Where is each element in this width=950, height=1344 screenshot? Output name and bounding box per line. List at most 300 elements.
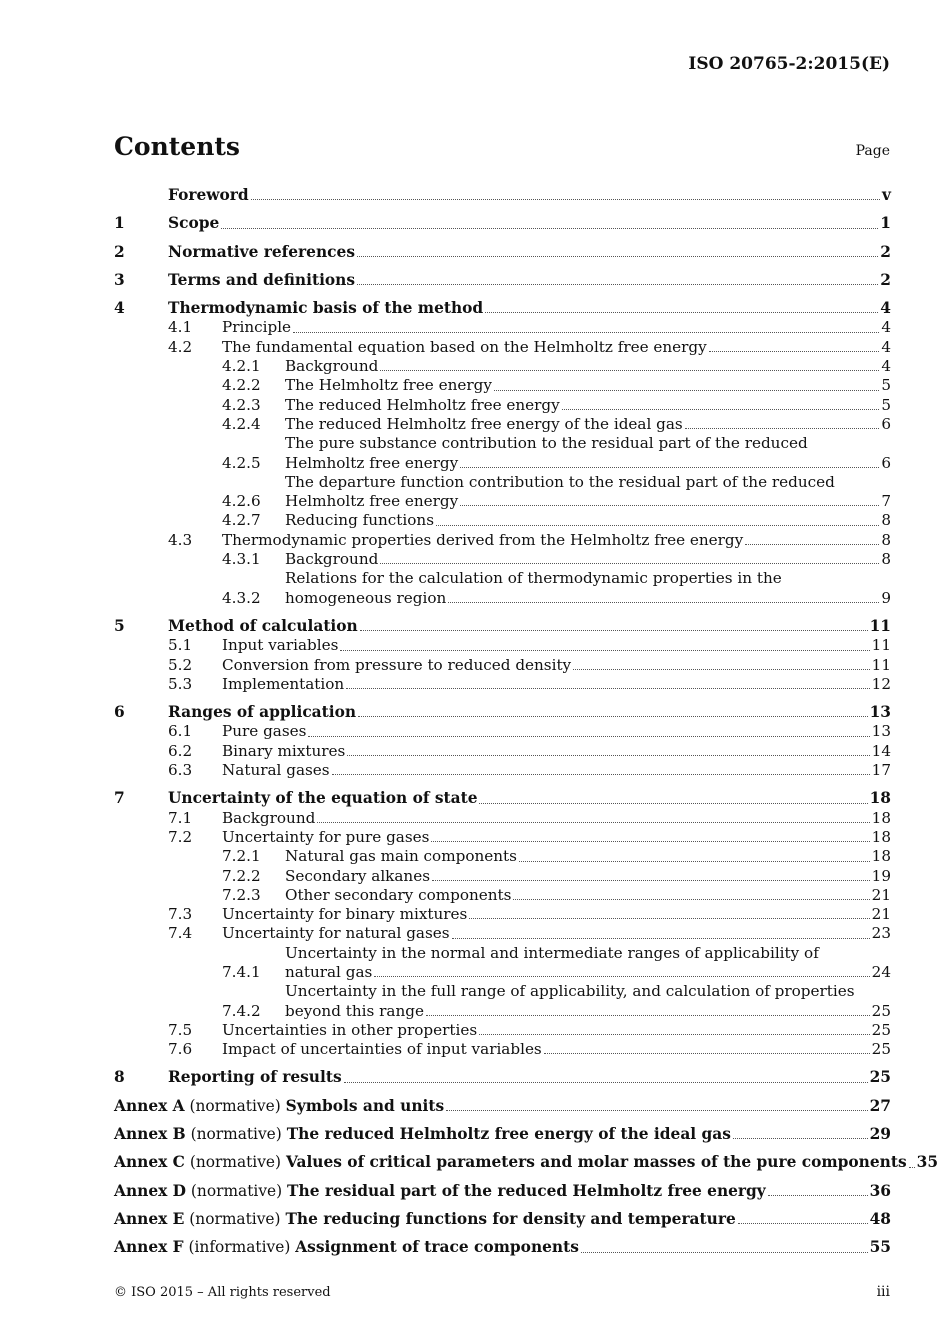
toc-entry-number: 4.1 xyxy=(168,318,193,337)
toc-entry-line xyxy=(222,675,891,694)
toc-entry-line xyxy=(285,569,891,588)
toc-entry-number: 5.3 xyxy=(168,674,193,693)
dot-leader xyxy=(562,409,880,410)
annex-title: Symbols and units xyxy=(285,1096,445,1115)
dot-leader xyxy=(317,822,869,823)
toc-entry[interactable] xyxy=(114,828,891,847)
toc-entry-line xyxy=(285,492,891,511)
toc-entry-number: 7.4.2 xyxy=(222,1001,261,1020)
toc-entry[interactable] xyxy=(114,1040,891,1059)
dot-leader xyxy=(293,332,879,333)
annex-label: Annex F xyxy=(114,1238,184,1257)
toc-entry-number: 7.1 xyxy=(168,808,193,827)
dot-leader xyxy=(346,688,869,689)
dot-leader xyxy=(448,602,879,603)
toc-entry-title xyxy=(285,396,891,415)
toc-entry-text: homogeneous region xyxy=(285,588,447,607)
annex-entry-title xyxy=(114,1238,891,1257)
toc-entry-page: 4 xyxy=(881,337,891,356)
toc-entry-number: 6.2 xyxy=(168,741,193,760)
annex-entry[interactable] xyxy=(114,1125,891,1144)
toc-entry-title xyxy=(222,924,891,943)
toc-entry-line xyxy=(168,617,891,636)
toc-entry-text: Uncertainties in other properties xyxy=(222,1020,478,1039)
toc-entry-title xyxy=(168,214,891,233)
toc-entry-number: 7.4 xyxy=(168,924,193,943)
page-title: Contents xyxy=(114,132,241,161)
toc-entry-title xyxy=(168,271,891,290)
toc-entry-line xyxy=(222,636,891,655)
toc-entry[interactable] xyxy=(114,415,891,434)
toc-entry-text: Scope xyxy=(168,214,220,233)
dot-leader xyxy=(745,544,879,545)
toc-entry[interactable] xyxy=(114,511,891,530)
annex-entry[interactable] xyxy=(114,1182,891,1201)
toc-entry-number: 7.6 xyxy=(168,1040,193,1059)
dot-leader xyxy=(479,803,867,804)
dot-leader xyxy=(357,284,878,285)
toc-entry-line xyxy=(168,243,891,262)
toc-entry-number: 7.5 xyxy=(168,1020,193,1039)
toc-entry[interactable] xyxy=(114,675,891,694)
dot-leader xyxy=(251,199,880,200)
dot-leader xyxy=(909,1167,915,1168)
toc-entry-title xyxy=(285,357,891,376)
toc-entry-number: 6.1 xyxy=(168,722,193,741)
toc-entry-title xyxy=(285,473,891,512)
toc-entry-number: 7.2.3 xyxy=(222,885,261,904)
toc-entry[interactable] xyxy=(114,867,891,886)
toc-entry-page: 18 xyxy=(871,827,891,846)
toc-entry-text: The reduced Helmholtz free energy xyxy=(285,395,560,414)
toc-entry-line xyxy=(168,1068,891,1087)
toc-entry-page: 8 xyxy=(881,511,891,530)
toc-entry-page: 18 xyxy=(871,808,891,827)
toc-entry-title xyxy=(222,761,891,780)
annex-kind: (normative) xyxy=(190,1125,282,1144)
dot-leader xyxy=(344,1082,868,1083)
annex-title: The reduced Helmholtz free energy of the ideal gas xyxy=(286,1125,731,1144)
toc-entry-text: Reporting of results xyxy=(168,1068,342,1087)
toc-entry-number: 4.2.7 xyxy=(222,511,261,530)
toc-entry-line xyxy=(285,847,891,866)
toc-entry-title xyxy=(222,1021,891,1040)
toc-entry-number: 3 xyxy=(114,270,125,289)
dot-leader xyxy=(357,256,878,257)
toc-entry[interactable] xyxy=(114,742,891,761)
toc-entry[interactable] xyxy=(114,214,891,233)
toc-entry-page: 24 xyxy=(871,962,891,981)
toc-entry-line xyxy=(285,886,891,905)
toc-entry[interactable] xyxy=(114,703,891,722)
toc-entry-text: Impact of uncertainties of input variables xyxy=(222,1040,542,1059)
toc-entry-text: Binary mixtures xyxy=(222,741,346,760)
toc-entry-line xyxy=(285,473,891,492)
toc-entry-line xyxy=(222,924,891,943)
dot-leader xyxy=(573,669,870,670)
toc-entry-title xyxy=(168,617,891,636)
toc-entry-line xyxy=(222,905,891,924)
toc-entry-text: Foreword xyxy=(168,186,249,204)
toc-entry-text: Secondary alkanes xyxy=(285,866,431,885)
toc-entry-text: Uncertainty for natural gases xyxy=(222,924,450,943)
toc-entry-number: 4 xyxy=(114,299,125,318)
toc-entry-text: Implementation xyxy=(222,674,345,693)
toc-entry-title xyxy=(222,675,891,694)
dot-leader xyxy=(340,650,869,651)
toc-entry[interactable] xyxy=(114,434,891,473)
annex-entry[interactable] xyxy=(114,1210,891,1229)
toc-entry-title xyxy=(285,569,891,608)
annex-entry-line xyxy=(114,1210,891,1229)
toc-entry-line xyxy=(285,357,891,376)
toc-entry-number: 7.2.2 xyxy=(222,866,261,885)
toc-entry-number: 5 xyxy=(114,616,125,635)
dot-leader xyxy=(544,1053,870,1054)
toc-entry-text: Uncertainty for pure gases xyxy=(222,827,430,846)
toc-entry-line xyxy=(168,271,891,290)
annex-title: The residual part of the reduced Helmholtz free energy xyxy=(287,1181,766,1200)
toc-entry-text: The reduced Helmholtz free energy of the ideal gas xyxy=(285,414,683,433)
toc-entry-number: 6 xyxy=(114,703,125,722)
toc-entry-line xyxy=(285,376,891,395)
toc-entry[interactable] xyxy=(114,1021,891,1040)
annex-entry-text xyxy=(114,1182,766,1201)
toc-entry[interactable] xyxy=(114,617,891,636)
toc-entry-number: 4.2.4 xyxy=(222,414,261,433)
toc-entry-title xyxy=(285,376,891,395)
toc-entry-number: 1 xyxy=(114,214,125,233)
dot-leader xyxy=(479,1034,870,1035)
toc-entry-number: 7.2.1 xyxy=(222,847,261,866)
toc-entry-line xyxy=(168,299,891,318)
toc-entry-title xyxy=(285,434,891,473)
dot-leader xyxy=(308,736,869,737)
toc-entry-text: Input variables xyxy=(222,636,339,655)
toc-entry-number: 5.2 xyxy=(168,655,193,674)
toc-entry-line xyxy=(168,186,891,205)
toc-entry-title xyxy=(285,511,891,530)
toc-entry-text: Ranges of application xyxy=(168,703,357,722)
toc-entry-text: Helmholtz free energy xyxy=(285,492,459,511)
toc-entry[interactable] xyxy=(114,761,891,780)
toc-entry-title xyxy=(222,809,891,828)
toc-entry-title xyxy=(285,550,891,569)
toc-entry-page: 12 xyxy=(871,674,891,693)
toc-entry-page: 4 xyxy=(880,299,891,318)
toc-entry[interactable] xyxy=(114,299,891,318)
toc-entry-number: 4.2.6 xyxy=(222,492,261,511)
toc-entry-line xyxy=(285,944,891,963)
annex-entry-text xyxy=(114,1125,731,1144)
toc-entry-text: The Helmholtz free energy xyxy=(285,376,492,395)
toc-entry-page: 11 xyxy=(871,655,891,674)
toc-entry-line xyxy=(222,828,891,847)
toc-entry[interactable] xyxy=(114,396,891,415)
toc-entry-number: 4.3 xyxy=(168,530,193,549)
annex-label: Annex B xyxy=(114,1125,186,1144)
annex-label: Annex C xyxy=(114,1153,185,1172)
toc-entry-page: 8 xyxy=(881,530,891,549)
annex-entry-line xyxy=(114,1097,891,1116)
toc-entry-title xyxy=(168,243,891,262)
toc-entry[interactable] xyxy=(114,656,891,675)
annex-kind: (normative) xyxy=(189,1209,281,1228)
dot-leader xyxy=(513,899,869,900)
annex-entry-title xyxy=(114,1097,891,1116)
dot-leader xyxy=(347,755,869,756)
toc-entry[interactable] xyxy=(114,789,891,808)
toc-entry-line xyxy=(222,1040,891,1059)
toc-entry-page: 18 xyxy=(869,789,891,808)
toc-entry-page: 17 xyxy=(871,761,891,780)
toc-entry-text: Background xyxy=(285,357,379,376)
toc-entry-text: Natural gas main components xyxy=(285,847,517,866)
annex-kind: (normative) xyxy=(189,1153,282,1172)
toc-entry-number: 4.3.1 xyxy=(222,550,261,569)
toc-entry-title xyxy=(222,722,891,741)
annex-kind: (normative) xyxy=(189,1096,281,1115)
dot-leader xyxy=(485,312,878,313)
toc-entry-line xyxy=(285,982,891,1001)
toc-entry-page: 25 xyxy=(869,1068,891,1087)
toc-entry-line xyxy=(285,1002,891,1021)
toc-entry-title xyxy=(222,636,891,655)
dot-leader xyxy=(738,1223,868,1224)
toc-entry-number: 4.2.5 xyxy=(222,453,261,472)
annex-title: The reducing functions for density and temperature xyxy=(285,1209,736,1228)
toc-entry-page: 25 xyxy=(871,1020,891,1039)
toc-entry-text: Reducing functions xyxy=(285,511,434,530)
annex-entry-line xyxy=(114,1182,891,1201)
toc-entry-title xyxy=(285,867,891,886)
toc-entry-text: Uncertainty for binary mixtures xyxy=(222,905,468,924)
toc-entry-page: 7 xyxy=(881,492,891,511)
copyright-notice: © ISO 2015 – All rights reserved xyxy=(114,1285,331,1300)
toc-entry-line xyxy=(222,809,891,828)
toc-entry[interactable] xyxy=(114,271,891,290)
toc-entry[interactable] xyxy=(114,473,891,512)
toc-entry-line xyxy=(285,454,891,473)
toc-entry-page: v xyxy=(882,186,891,204)
toc-entry[interactable] xyxy=(114,243,891,262)
toc-entry[interactable] xyxy=(114,886,891,905)
toc-entry-number: 7.2 xyxy=(168,827,193,846)
toc-entry-title xyxy=(222,828,891,847)
toc-entry[interactable] xyxy=(114,569,891,608)
dot-leader xyxy=(431,841,869,842)
toc-entry-line xyxy=(285,396,891,415)
dot-leader xyxy=(380,370,879,371)
annex-page: 36 xyxy=(869,1181,891,1200)
toc-entry-title xyxy=(168,299,891,318)
toc-entry-line xyxy=(222,656,891,675)
dot-leader xyxy=(469,918,869,919)
toc-entry-text: Method of calculation xyxy=(168,616,358,635)
toc-entry-number: 4.2 xyxy=(168,337,193,356)
toc-entry-line xyxy=(285,415,891,434)
toc-entry-page: 4 xyxy=(881,318,891,337)
annex-entry-text xyxy=(114,1153,907,1172)
toc-entry[interactable] xyxy=(114,944,891,983)
annex-label: Annex D xyxy=(114,1181,186,1200)
toc-entry-number: 5.1 xyxy=(168,636,193,655)
annex-page: 55 xyxy=(869,1238,891,1257)
toc-entry-line xyxy=(285,511,891,530)
toc-entry-text: The departure function contribution to the residual part of the reduced xyxy=(285,472,835,491)
toc-entry-text: Normative references xyxy=(168,242,355,261)
dot-leader xyxy=(446,1110,867,1111)
toc-entry-title xyxy=(222,338,891,357)
annex-entry[interactable] xyxy=(114,1097,891,1116)
toc-entry-title xyxy=(222,318,891,337)
toc-entry[interactable] xyxy=(114,636,891,655)
annex-kind: (normative) xyxy=(190,1181,283,1200)
toc-entry-line xyxy=(168,214,891,233)
annex-label: Annex A xyxy=(114,1096,185,1115)
toc-entry-text: The fundamental equation based on the Helmholtz free energy xyxy=(222,337,707,356)
toc-entry[interactable] xyxy=(114,318,891,337)
toc-entry-page: 18 xyxy=(871,847,891,866)
toc-entry-page: 8 xyxy=(881,550,891,569)
toc-entry-line xyxy=(285,867,891,886)
annex-entry[interactable] xyxy=(114,1238,891,1257)
toc-entry[interactable] xyxy=(114,847,891,866)
dot-leader xyxy=(519,861,870,862)
annex-entry-line xyxy=(114,1125,891,1144)
toc-entry-page: 2 xyxy=(880,242,891,261)
annex-page: 35 xyxy=(916,1153,939,1172)
toc-entry-line xyxy=(222,318,891,337)
toc-entry-text: Background xyxy=(285,550,379,569)
toc-entry-title xyxy=(168,789,891,808)
toc-entry-page: 25 xyxy=(871,1040,891,1059)
annex-entry-line xyxy=(114,1153,939,1172)
dot-leader xyxy=(432,880,870,881)
toc-entry-title xyxy=(168,1068,891,1087)
toc-entry[interactable] xyxy=(114,924,891,943)
toc-entry[interactable] xyxy=(114,550,891,569)
dot-leader xyxy=(768,1195,868,1196)
dot-leader xyxy=(332,774,870,775)
toc-entry-line xyxy=(222,722,891,741)
toc-entry-text: Other secondary components xyxy=(285,885,512,904)
toc-entry-text: Uncertainty of the equation of state xyxy=(168,789,478,808)
dot-leader xyxy=(685,428,880,429)
dot-leader xyxy=(426,1015,870,1016)
toc-entry-page: 11 xyxy=(871,636,891,655)
toc-entry-page: 21 xyxy=(871,905,891,924)
dot-leader xyxy=(452,938,870,939)
toc-entry-text: beyond this range xyxy=(285,1001,424,1020)
toc-entry-text: Thermodynamic basis of the method xyxy=(168,299,484,318)
toc-entry-text: Relations for the calculation of thermodynamic properties in the xyxy=(285,569,782,588)
toc-entry-title xyxy=(285,415,891,434)
toc-entry-text: Uncertainty in the normal and intermediate ranges of applicability of xyxy=(285,943,819,962)
toc-entry[interactable] xyxy=(114,376,891,395)
toc-entry[interactable] xyxy=(114,338,891,357)
annex-page: 29 xyxy=(869,1125,891,1144)
toc-entry-title xyxy=(222,656,891,675)
toc-entry-page: 13 xyxy=(871,722,891,741)
dot-leader xyxy=(581,1252,868,1253)
annex-entry-text xyxy=(114,1210,736,1229)
toc-entry-title xyxy=(285,944,891,983)
toc-entry-number: 8 xyxy=(114,1068,125,1087)
annex-entry-title xyxy=(114,1125,891,1144)
toc-entry[interactable] xyxy=(114,722,891,741)
dot-leader xyxy=(709,351,880,352)
toc-entry-page: 13 xyxy=(869,703,891,722)
toc-entry[interactable] xyxy=(114,531,891,550)
toc-entry-title xyxy=(285,886,891,905)
toc-entry-page: 23 xyxy=(871,924,891,943)
page-number: iii xyxy=(876,1284,890,1300)
toc-entry-page: 5 xyxy=(881,395,891,414)
toc-entry-text: The pure substance contribution to the residual part of the reduced xyxy=(285,434,808,453)
table-of-contents xyxy=(114,186,939,1258)
toc-entry-number: 4.2.2 xyxy=(222,376,261,395)
toc-entry-page: 19 xyxy=(871,866,891,885)
toc-entry-page: 4 xyxy=(881,357,891,376)
toc-entry-title xyxy=(222,742,891,761)
toc-entry[interactable] xyxy=(114,809,891,828)
annex-title: Assignment of trace components xyxy=(295,1238,579,1257)
toc-entry[interactable] xyxy=(114,905,891,924)
toc-entry-title xyxy=(168,703,891,722)
toc-entry-text: Pure gases xyxy=(222,722,307,741)
toc-entry[interactable] xyxy=(114,186,891,205)
toc-entry-title xyxy=(222,531,891,550)
annex-entry[interactable] xyxy=(114,1153,939,1172)
toc-entry-text: Helmholtz free energy xyxy=(285,453,459,472)
toc-entry-title xyxy=(285,847,891,866)
toc-entry[interactable] xyxy=(114,1068,891,1087)
toc-entry[interactable] xyxy=(114,357,891,376)
toc-entry-line xyxy=(168,703,891,722)
toc-entry[interactable] xyxy=(114,982,891,1021)
toc-entry-number: 4.2.1 xyxy=(222,357,261,376)
toc-entry-line xyxy=(222,338,891,357)
toc-entry-page: 2 xyxy=(880,270,891,289)
toc-entry-line xyxy=(285,434,891,453)
dot-leader xyxy=(374,976,869,977)
dot-leader xyxy=(358,716,868,717)
annex-kind: (informative) xyxy=(188,1238,291,1257)
toc-entry-number: 7 xyxy=(114,789,125,808)
dot-leader xyxy=(360,630,868,631)
toc-entry-title xyxy=(285,982,891,1021)
toc-entry-number: 2 xyxy=(114,242,125,261)
toc-entry-page: 9 xyxy=(881,588,891,607)
annex-entry-title xyxy=(114,1182,891,1201)
toc-entry-line xyxy=(168,789,891,808)
toc-entry-line xyxy=(285,589,891,608)
toc-entry-line xyxy=(285,963,891,982)
toc-entry-text: Terms and definitions xyxy=(168,270,356,289)
toc-entry-page: 25 xyxy=(871,1001,891,1020)
document-identifier: ISO 20765-2:2015(E) xyxy=(688,54,890,74)
annex-page: 27 xyxy=(869,1096,891,1115)
toc-entry-line xyxy=(222,1021,891,1040)
page-column-label: Page xyxy=(855,143,890,159)
toc-entry-text: Uncertainty in the full range of applicability, and calculation of properties xyxy=(285,982,855,1001)
dot-leader xyxy=(460,467,879,468)
toc-entry-page: 6 xyxy=(881,414,891,433)
dot-leader xyxy=(380,563,879,564)
annex-entry-title xyxy=(114,1210,891,1229)
annex-page: 48 xyxy=(869,1209,891,1228)
